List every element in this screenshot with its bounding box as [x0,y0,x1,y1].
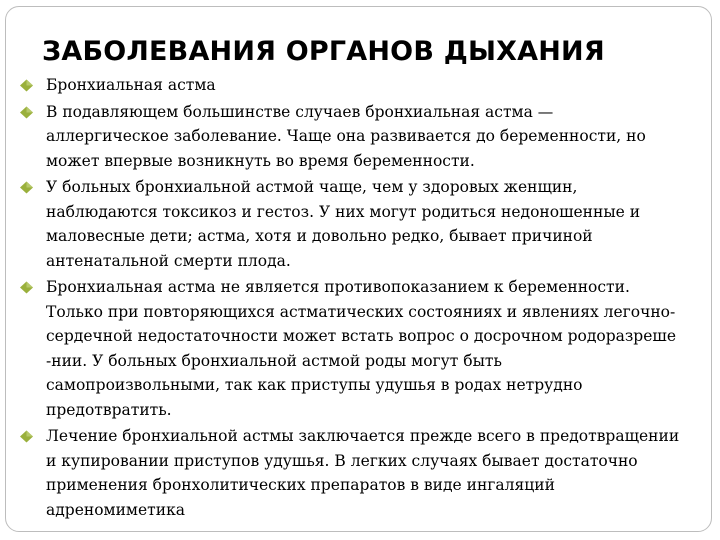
list-item-line: аллергическое заболевание. Чаще она развивается до беременности, но [46,127,646,145]
list-item-line: Бронхиальная астма [46,76,216,94]
diamond-bullet-icon [19,79,34,92]
list-item-line: сердечной недостаточности может встать вопрос о досрочном родоразреше [46,327,676,345]
list-item-line: применения бронхолитических препаратов в виде ингаляций [46,476,555,494]
slide [5,6,712,532]
list-item-line: наблюдаются токсикоз и гестоз. У них могут родиться недоношенные и [46,202,641,221]
list-item [6,275,712,422]
diamond-bullet-icon [19,181,34,194]
page-title: ЗАБОЛЕВАНИЯ ОРГАНОВ ДЫХАНИЯ [42,36,605,67]
list-item-line: самопроизвольными, так как приступы удушья в родах нетрудно [46,376,583,394]
list-item [6,424,712,522]
list-item-line: может впервые возникнуть во время беременности. [46,151,475,170]
list-item-line: В подавляющем большинстве случаев бронхиальная астма — [46,102,554,121]
list-item-line: Лечение бронхиальной астмы заключается прежде всего в предотвращении [46,427,680,445]
list-item-line: и купировании приступов удушья. В легких случаях бывает достаточно [46,451,638,470]
list-item-line: антенатальной смерти плода. [46,251,291,270]
diamond-bullet-icon [19,281,34,294]
list-item-line: Бронхиальная астма не является противопоказанием к беременности. [46,278,630,296]
list-item-line: Только при повторяющихся астматических состояниях и явлениях легочно- [46,302,676,321]
diamond-bullet-icon [19,430,34,443]
list-item [6,175,712,273]
list-item-line: адреномиметика [46,500,185,519]
list-item-line: -нии. У больных бронхиальной астмой роды могут быть [46,351,502,370]
list-item-line: У больных бронхиальной астмой чаще, чем у здоровых женщин, [46,178,578,196]
list-item-line: маловесные дети; астма, хотя и довольно редко, бывает причиной [46,227,593,245]
list-item-line: предотвратить. [46,400,172,419]
bullet-list [6,73,712,522]
list-item [6,100,712,174]
diamond-bullet-icon [19,106,34,119]
list-item [6,73,712,98]
